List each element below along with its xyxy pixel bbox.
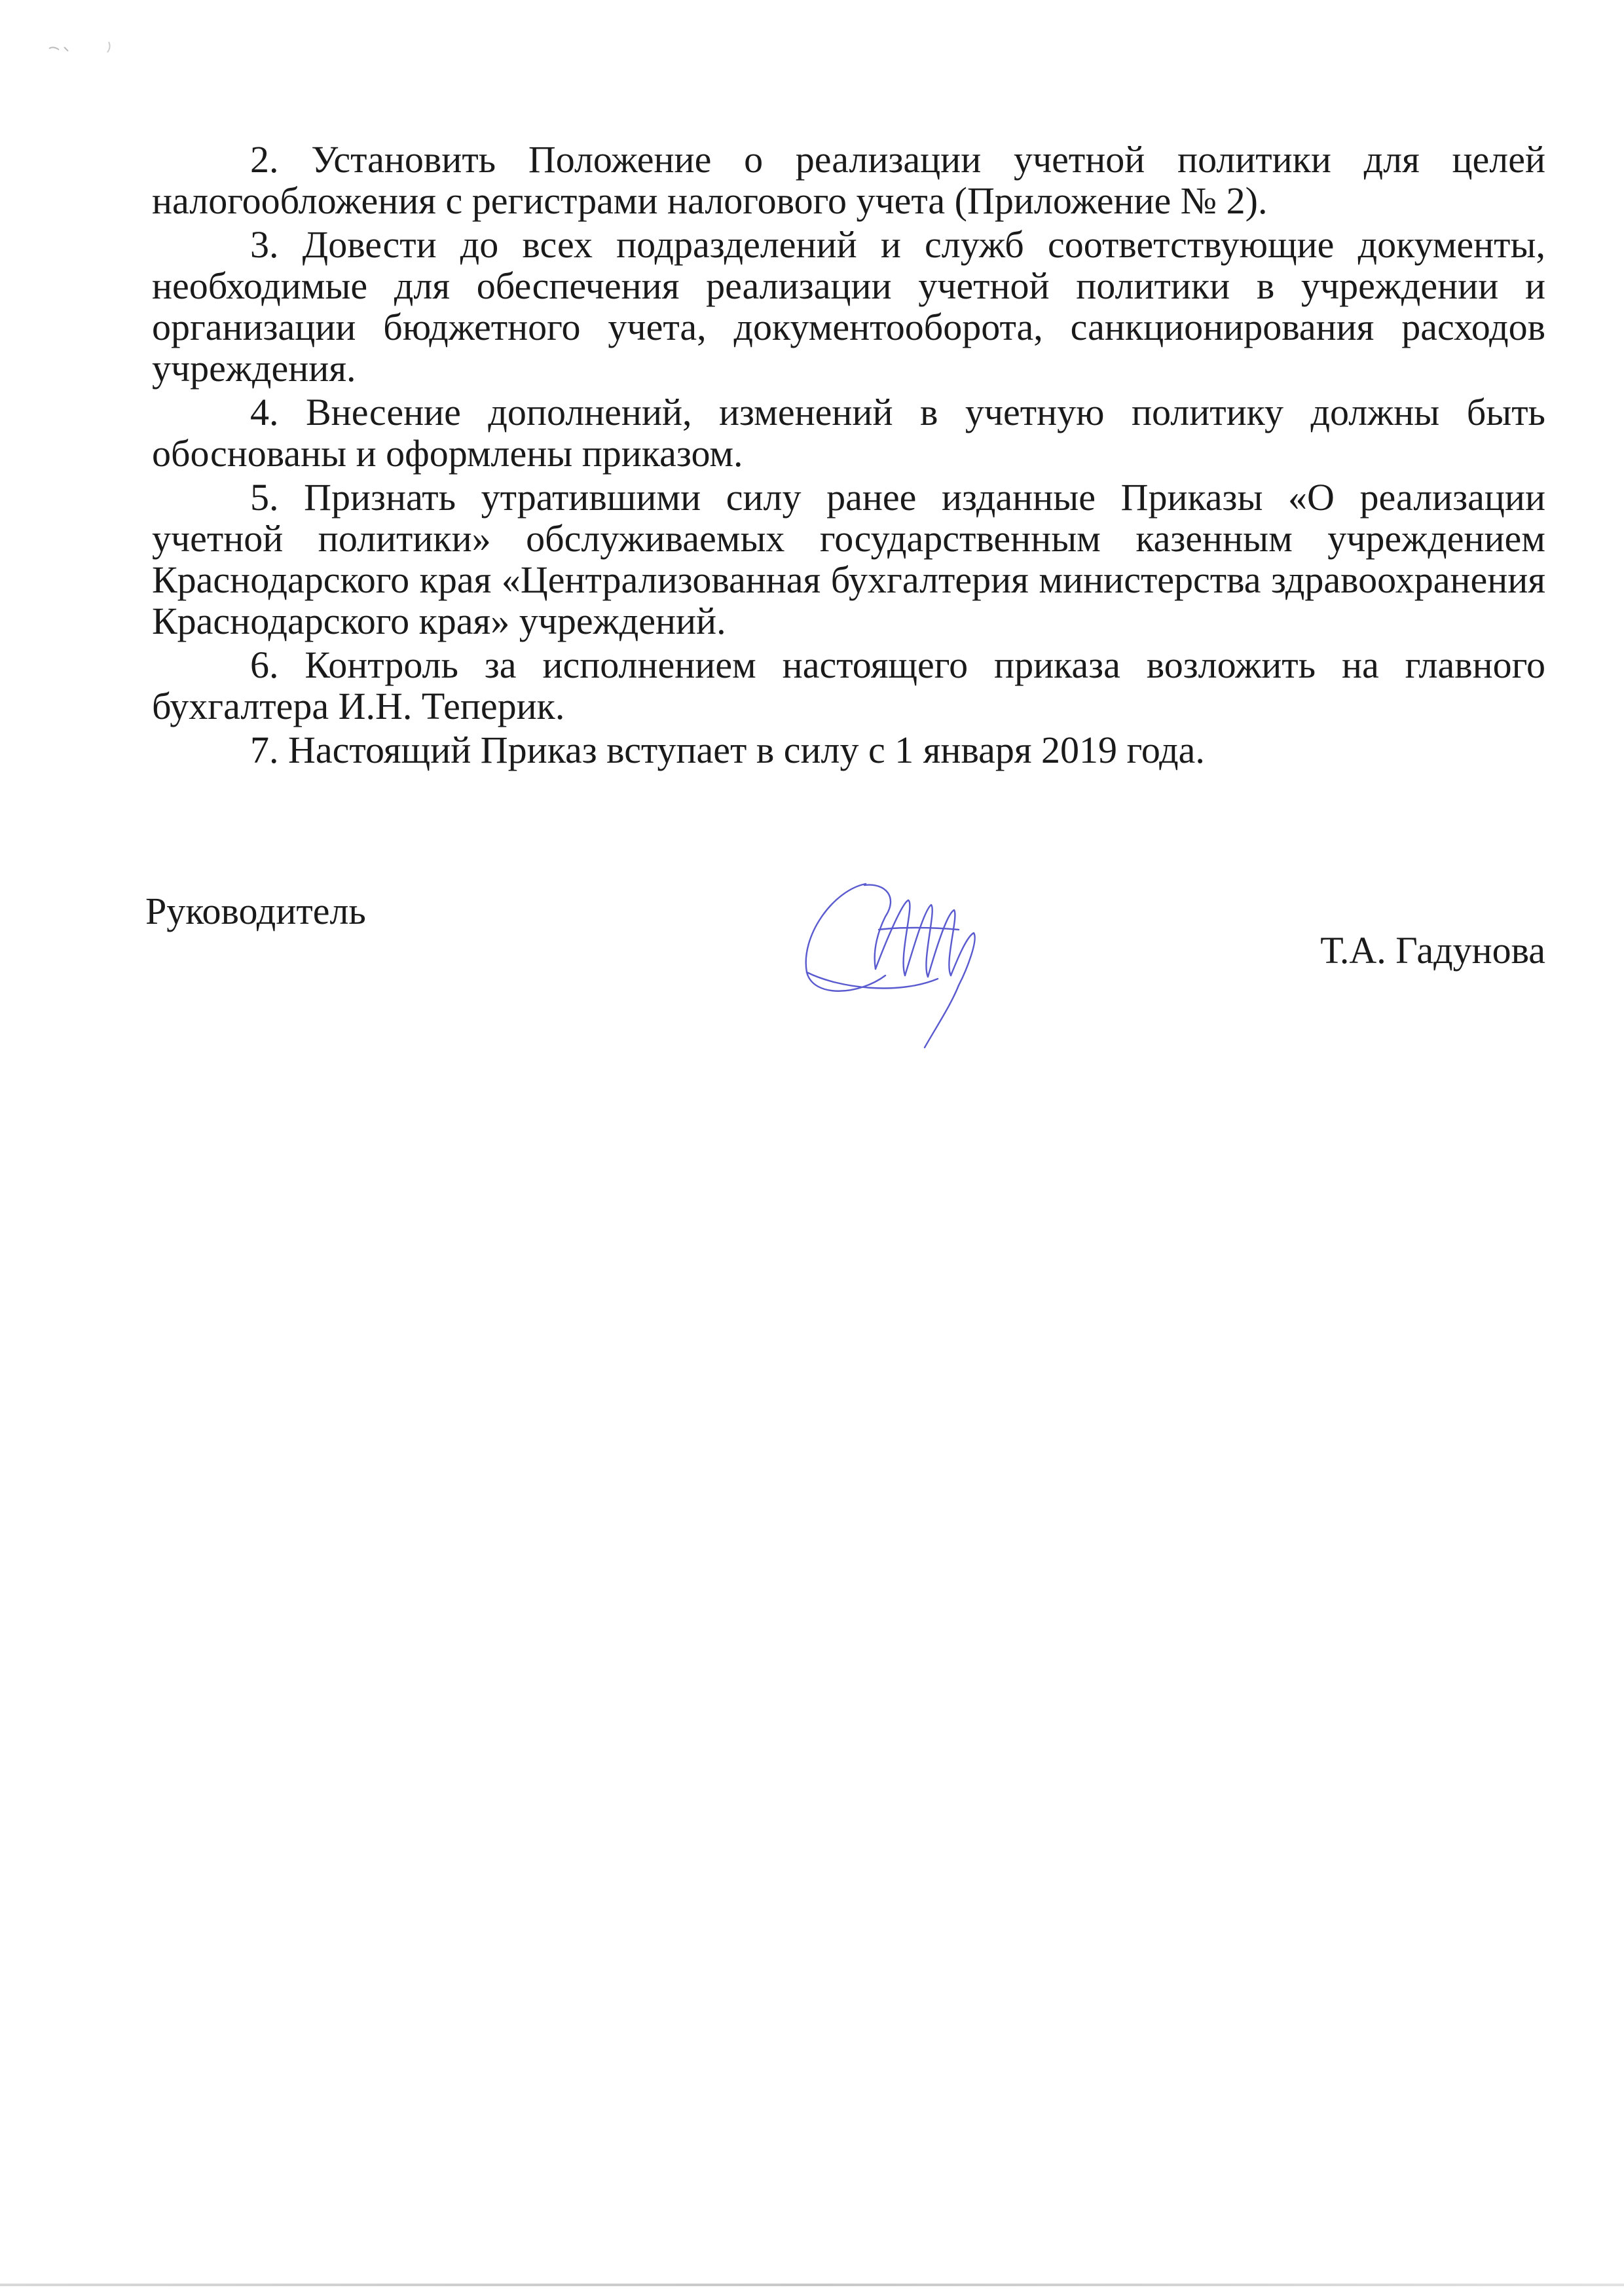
paragraph-5: 5. Признать утратившими силу ранее изданные Приказы «О реализации учетной политики» обслуживаемых государственным казенным учреждением Краснодарского края «Централизованная бухгалтерия министерства здравоохранения Краснодарского края» учреждений. [152, 476, 1545, 642]
scan-mark [46, 34, 124, 60]
handwritten-signature [787, 864, 1023, 1061]
signatory-name: Т.А. Гадунова [1320, 929, 1545, 972]
scan-edge [0, 2284, 1624, 2286]
order-body [152, 139, 1545, 773]
paragraph-6: 6. Контроль за исполнением настоящего приказа возложить на главного бухгалтера И.Н. Теперик. [152, 644, 1545, 727]
paragraph-2: 2. Установить Положение о реализации учетной политики для целей налогообложения с регистрами налогового учета (Приложение № 2). [152, 138, 1545, 222]
signatory-title: Руководитель [145, 890, 366, 932]
paragraph-3: 3. Довести до всех подразделений и служб соответствующие документы, необходимые для обеспечения реализации учетной политики в учреждении и организации бюджетного учета, документооборота, санкционирования расходов учреждения. [152, 223, 1545, 390]
paragraph-4: 4. Внесение дополнений, изменений в учетную политику должны быть обоснованы и оформлены приказом. [152, 391, 1545, 475]
paragraph-7: 7. Настоящий Приказ вступает в силу с 1 января 2019 года. [250, 729, 1205, 771]
signature-block [145, 890, 1560, 1061]
